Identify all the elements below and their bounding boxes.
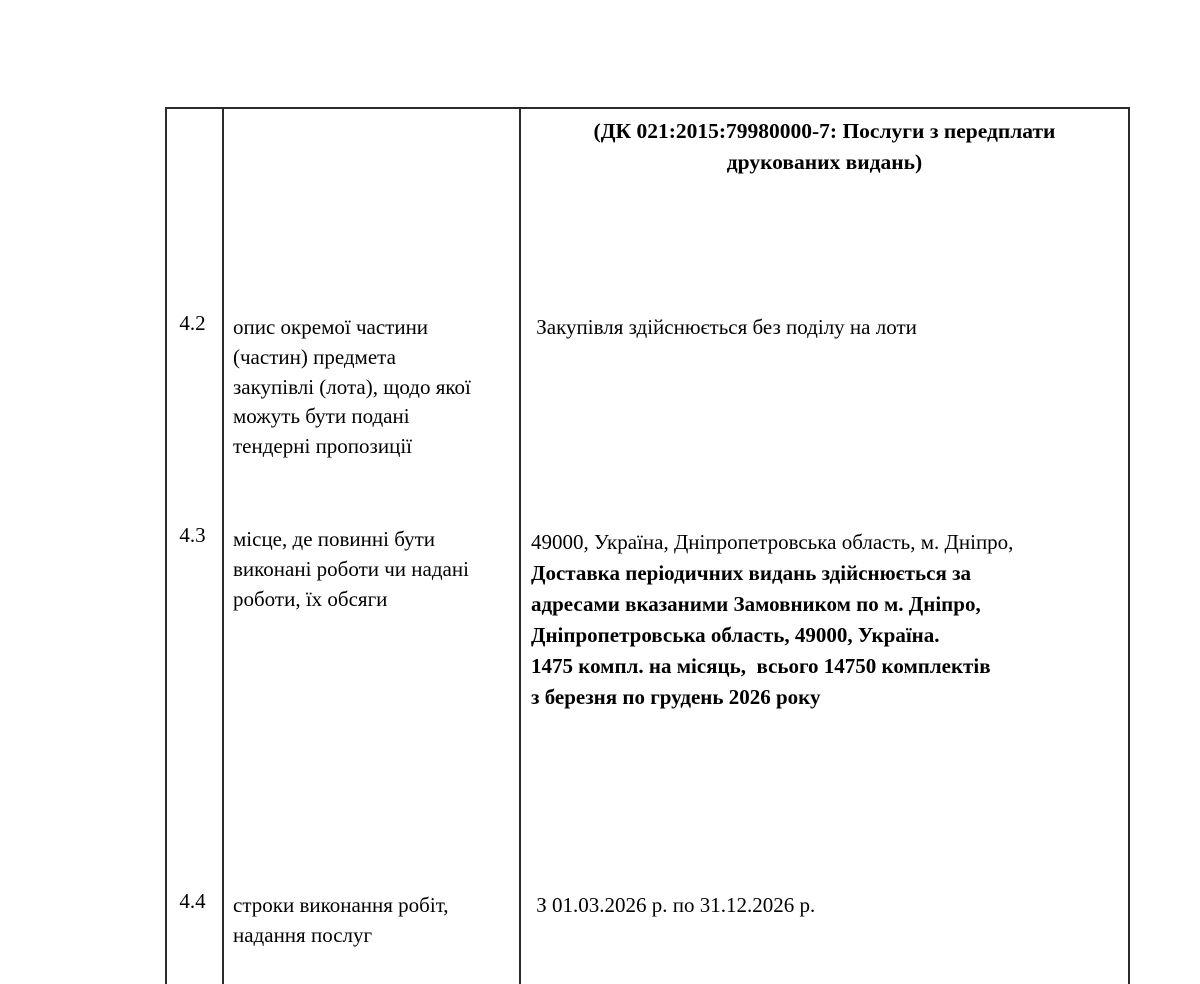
table-row: [166, 205, 1129, 512]
requirement-value-4-3: [521, 512, 1128, 713]
value-line: З 01.03.2026 р. по 31.12.2026 р.: [531, 893, 816, 917]
row-label-cell-4-3: [223, 512, 520, 874]
delivery-period-line: з березня по грудень 2026 року: [531, 685, 821, 710]
heading-value-cell: [520, 108, 1129, 205]
delivery-terms-line: Дніпропетровська область, 49000, Україна.: [531, 622, 940, 647]
table-row: [166, 874, 1129, 984]
label-line: тендерні пропозиції: [233, 434, 412, 459]
item-number-4-3: 4.3: [179, 523, 206, 547]
requirement-label-4-4: [224, 874, 519, 951]
table-row: [166, 512, 1129, 874]
delivery-terms-line: адресами вказаними Замовником по м. Дніпро,: [531, 591, 981, 616]
label-line: роботи, їх обсяги: [233, 586, 388, 611]
item-number-4-2: 4.2: [179, 311, 206, 335]
row-value-cell-4-2: [520, 205, 1129, 512]
label-line: (частин) предмета: [233, 344, 396, 369]
row-number-cell-4-2: [166, 205, 223, 512]
delivery-address-line: 49000, Україна, Дніпропетровська область, м. Дніпро,: [531, 530, 1014, 554]
row-label-cell-4-2: [223, 205, 520, 512]
label-line: строки виконання робіт,: [233, 893, 449, 917]
row-number-cell-4-4: [166, 874, 223, 984]
row-label-cell-4-4: [223, 874, 520, 984]
requirement-value-4-2: [521, 205, 1128, 343]
requirement-label-4-3: [224, 512, 519, 614]
delivery-terms-bold-block: [531, 558, 1120, 713]
cpv-code-heading: [521, 109, 1128, 178]
row-number-cell-4-3: [166, 512, 223, 874]
table-row-heading: [166, 108, 1129, 205]
delivery-quantity-line: 1475 компл. на місяць, всього 14750 комплектів: [531, 654, 991, 679]
delivery-terms-line: Доставка періодичних видань здійснюється за: [531, 560, 972, 585]
row-value-cell-4-3: [520, 512, 1129, 874]
label-line: можуть бути подані: [233, 404, 410, 429]
label-line: виконані роботи чи надані: [233, 556, 469, 581]
requirement-value-4-4: [521, 874, 1128, 921]
item-number-4-4: 4.4: [179, 889, 206, 913]
label-line: надання послуг: [233, 922, 373, 947]
requirement-label-4-2: [224, 205, 519, 462]
label-line: закупівлі (лота), щодо якої: [233, 374, 471, 399]
heading-label-cell: [223, 108, 520, 205]
tender-requirements-table: [165, 107, 1130, 984]
label-line: опис окремої частини: [233, 315, 429, 339]
heading-number-cell: [166, 108, 223, 205]
cpv-heading-line-1: (ДК 021:2015:79980000-7: Послуги з передплати: [593, 119, 1056, 143]
cpv-heading-line-2: друкованих видань): [726, 150, 923, 175]
value-line: Закупівля здійснюється без поділу на лоти: [531, 315, 917, 339]
label-line: місце, де повинні бути: [233, 527, 436, 551]
row-value-cell-4-4: [520, 874, 1129, 984]
